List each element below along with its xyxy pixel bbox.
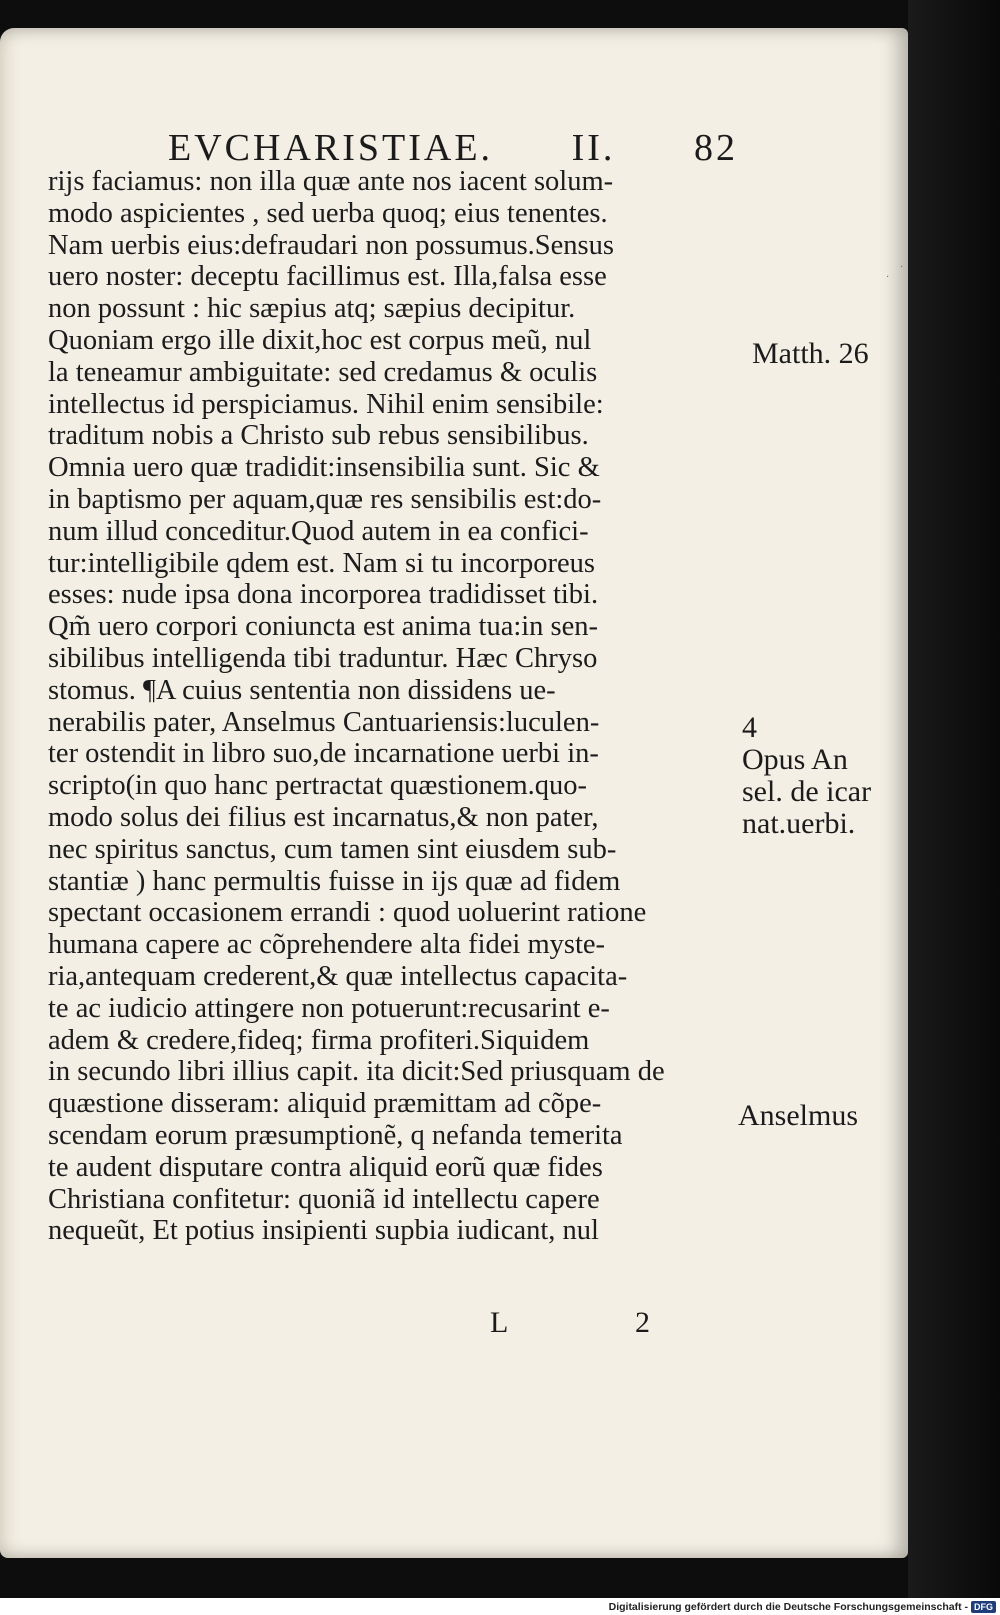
text-line: Omnia uero quæ tradidit:insensibilia sunt. Sic & [48, 452, 600, 484]
text-line: rijs faciamus: non illa quæ ante nos iacent solum- [48, 166, 614, 197]
text-line: stomus. ¶A cuius sententia non dissidens ue- [48, 674, 556, 706]
text-line: Nam uerbis eius:defraudari non possumus.Sensus [48, 229, 614, 261]
margin-note-opus-line3: nat.uerbi. [742, 807, 856, 840]
text-line: non possunt : hic sæpius atq; sæpius decipitur. [48, 293, 576, 325]
signature-letter: L [490, 1306, 509, 1339]
text-line: intellectus id perspiciamus. Nihil enim sensibile: [48, 388, 604, 420]
text-line: num illud conceditur.Quod autem in ea confici- [48, 515, 589, 547]
main-text-block [48, 166, 738, 1247]
text-line: scripto(in quo hanc pertractat quæstionem.quo- [48, 770, 587, 802]
text-line: ter ostendit in libro suo,de incarnatione uerbi in- [48, 738, 599, 770]
signature-number: 2 [635, 1306, 650, 1339]
text-line: stantiæ ) hanc permultis fuisse in ijs quæ ad fidem [48, 865, 621, 897]
text-line: humana capere ac cõprehendere alta fidei myste- [48, 929, 606, 961]
margin-note-matthew: Matth. 26 [752, 337, 869, 370]
text-line: Christiana confitetur: quoniã id intellectu capere [48, 1183, 600, 1215]
text-line: te ac iudicio attingere non potuerunt:recusarint e- [48, 992, 610, 1024]
text-line: uero noster: deceptu facillimus est. Illa,falsa esse [48, 261, 607, 293]
margin-note-opus-line1: Opus An [742, 743, 848, 776]
text-line: in baptismo per aquam,quæ res sensibilis est:do- [48, 483, 602, 515]
margin-note-number: 4 [742, 711, 757, 744]
running-head [168, 126, 738, 170]
text-line: modo aspicientes , sed uerba quoq; eius tenentes. [48, 197, 608, 229]
text-line: nec spiritus sanctus, cum tamen sint eiusdem sub- [48, 833, 617, 865]
text-line: quæstione disseram: aliquid præmittam ad cõpe- [48, 1088, 602, 1120]
margin-note-anselmus: Anselmus [738, 1099, 858, 1132]
running-title: EVCHARISTIAE. [168, 127, 494, 169]
text-line: Quoniam ergo ille dixit,hoc est corpus meũ, nul [48, 324, 592, 356]
text-line: tur:intelligibile qdem est. Nam si tu incorporeus [48, 547, 595, 579]
folio-number: 82 [693, 127, 738, 169]
text-line: sibilibus intelligenda tibi traduntur. Hæc Chryso [48, 642, 598, 674]
margin-note-opus-line2: sel. de icar [742, 775, 872, 808]
text-line: la teneamur ambiguitate: sed credamus & oculis [48, 356, 598, 388]
text-line: modo solus dei filius est incarnatus,& non pater, [48, 801, 599, 833]
paper-speck: · [886, 272, 890, 283]
dfg-logo: DFG [971, 1601, 996, 1613]
text-line: te audent disputare contra aliquid eorũ quæ fides [48, 1151, 603, 1183]
book-number: II. [571, 127, 616, 169]
paper-speck: · [900, 262, 904, 273]
text-line: nequeũt, Et potius insipienti supbia iudicant, nul [48, 1215, 599, 1247]
text-line: ria,antequam crederent,& quæ intellectus capacita- [48, 960, 628, 992]
text-line: Qm̃ uero corpori coniuncta est anima tua:in sen- [48, 611, 599, 643]
signature-mark [490, 1306, 650, 1340]
text-line: scendam eorum præsumptionẽ, q nefanda temerita [48, 1119, 623, 1151]
text-line: spectant occasionem errandi : quod uoluerint ratione [48, 897, 647, 929]
digitization-footer [0, 1598, 1000, 1615]
text-line: traditum nobis a Christo sub rebus sensibilibus. [48, 420, 589, 452]
text-line: esses: nude ipsa dona incorporea tradidisset tibi. [48, 579, 599, 611]
text-line: adem & credere,fideq; firma profiteri.Siquidem [48, 1024, 590, 1056]
text-line: nerabilis pater, Anselmus Cantuariensis:luculen- [48, 706, 600, 738]
footer-credit: Digitalisierung gefördert durch die Deutsche Forschungsgemeinschaft - [608, 1600, 968, 1613]
book-spine [908, 0, 1000, 1600]
text-line: in secundo libri illius capit. ita dicit:Sed priusquam de [48, 1056, 665, 1088]
